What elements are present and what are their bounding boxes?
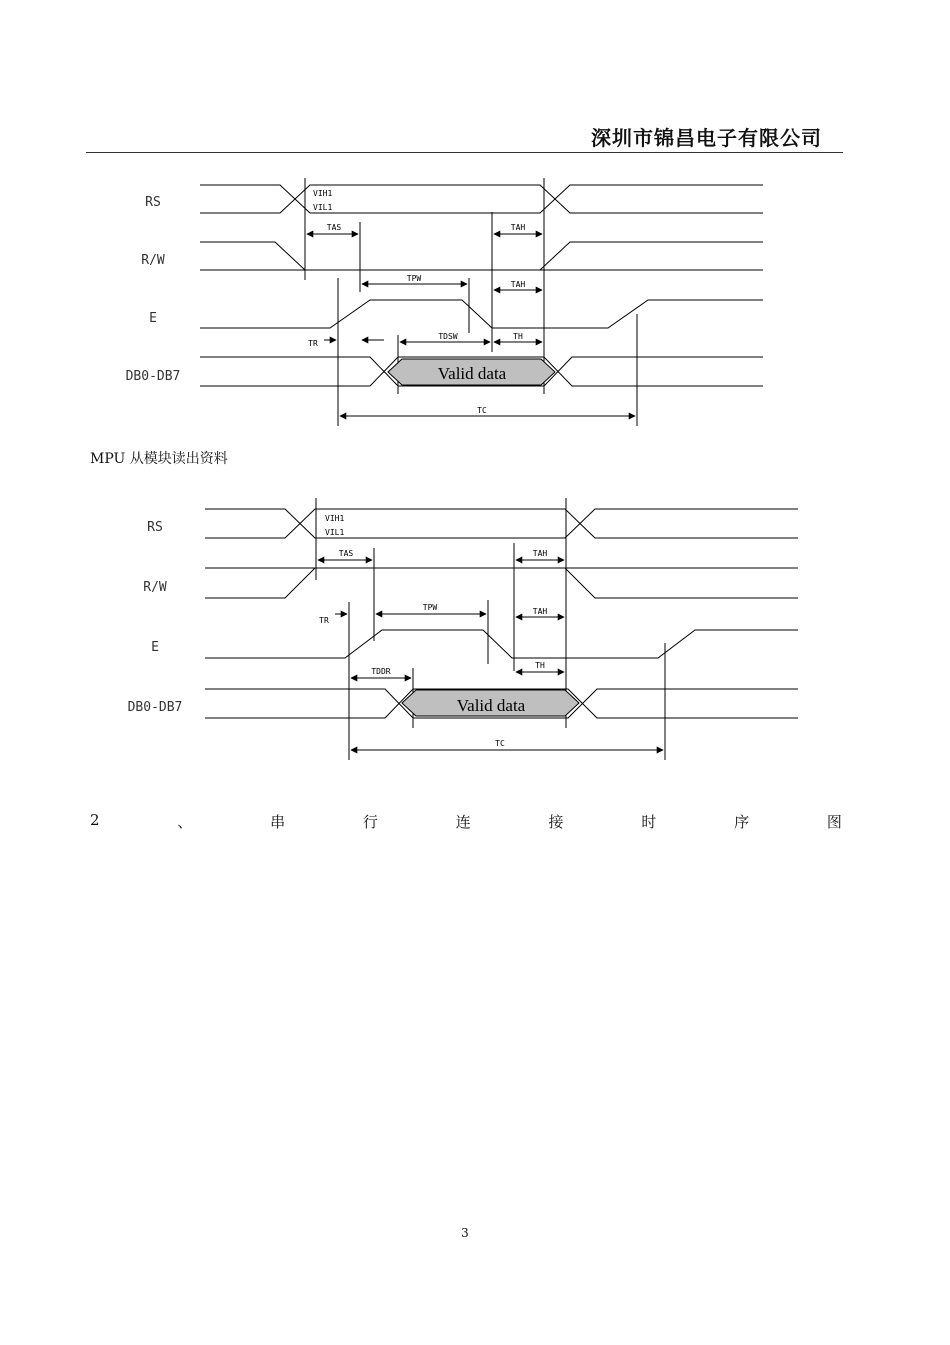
section-char: 时 bbox=[641, 813, 657, 831]
section-char: 图 bbox=[826, 813, 842, 831]
tdsw-label: TDSW bbox=[438, 332, 458, 341]
section-char: 序 bbox=[734, 813, 750, 831]
vil-label: VIL1 bbox=[313, 203, 333, 212]
valid-data-label: Valid data bbox=[437, 364, 507, 383]
signal-db-label-read: DB0-DB7 bbox=[127, 700, 183, 715]
section-heading bbox=[90, 811, 842, 833]
section-char: 串 bbox=[270, 813, 286, 831]
tr-label-read: TR bbox=[319, 616, 329, 625]
th-label: TH bbox=[513, 332, 523, 341]
tc-label-read: TC bbox=[495, 739, 505, 748]
tddr-label-read: TDDR bbox=[371, 667, 391, 676]
write-timing-diagram bbox=[0, 0, 950, 440]
tah-label-read: TAH bbox=[532, 549, 548, 558]
tah-label: TAH bbox=[510, 223, 526, 232]
signal-rs-label: RS bbox=[145, 195, 161, 210]
tas-label: TAS bbox=[326, 223, 342, 232]
signal-rs-label-read: RS bbox=[147, 520, 163, 535]
tah2-label-read: TAH bbox=[532, 607, 548, 616]
company-name: 深圳市锦昌电子有限公司 bbox=[591, 126, 822, 150]
tpw-label: TPW bbox=[406, 274, 422, 283]
tr-label: TR bbox=[308, 339, 318, 348]
section-char: 连 bbox=[455, 813, 471, 831]
section-char: 行 bbox=[362, 813, 378, 831]
vih-label-read: VIH1 bbox=[325, 514, 345, 523]
tas-label-read: TAS bbox=[338, 549, 354, 558]
vil-label-read: VIL1 bbox=[325, 528, 345, 537]
vih-label: VIH1 bbox=[313, 189, 333, 198]
th-label-read: TH bbox=[535, 661, 545, 670]
page-number: 3 bbox=[461, 1226, 469, 1240]
section-char: 、 bbox=[177, 813, 193, 831]
signal-e-label: E bbox=[149, 311, 157, 326]
read-timing-diagram bbox=[0, 480, 950, 780]
signal-rw-label: R/W bbox=[141, 253, 165, 268]
tc-label: TC bbox=[477, 406, 487, 415]
read-caption: MPU 从模块读出资料 bbox=[90, 451, 228, 467]
section-char: 2 bbox=[90, 811, 100, 829]
valid-data-label-read: Valid data bbox=[456, 696, 526, 715]
signal-e-label-read: E bbox=[151, 640, 159, 655]
signal-db-label: DB0-DB7 bbox=[125, 369, 181, 384]
section-char: 接 bbox=[548, 813, 564, 831]
tah2-label: TAH bbox=[510, 280, 526, 289]
signal-rw-label-read: R/W bbox=[143, 580, 167, 595]
tpw-label-read: TPW bbox=[422, 603, 438, 612]
